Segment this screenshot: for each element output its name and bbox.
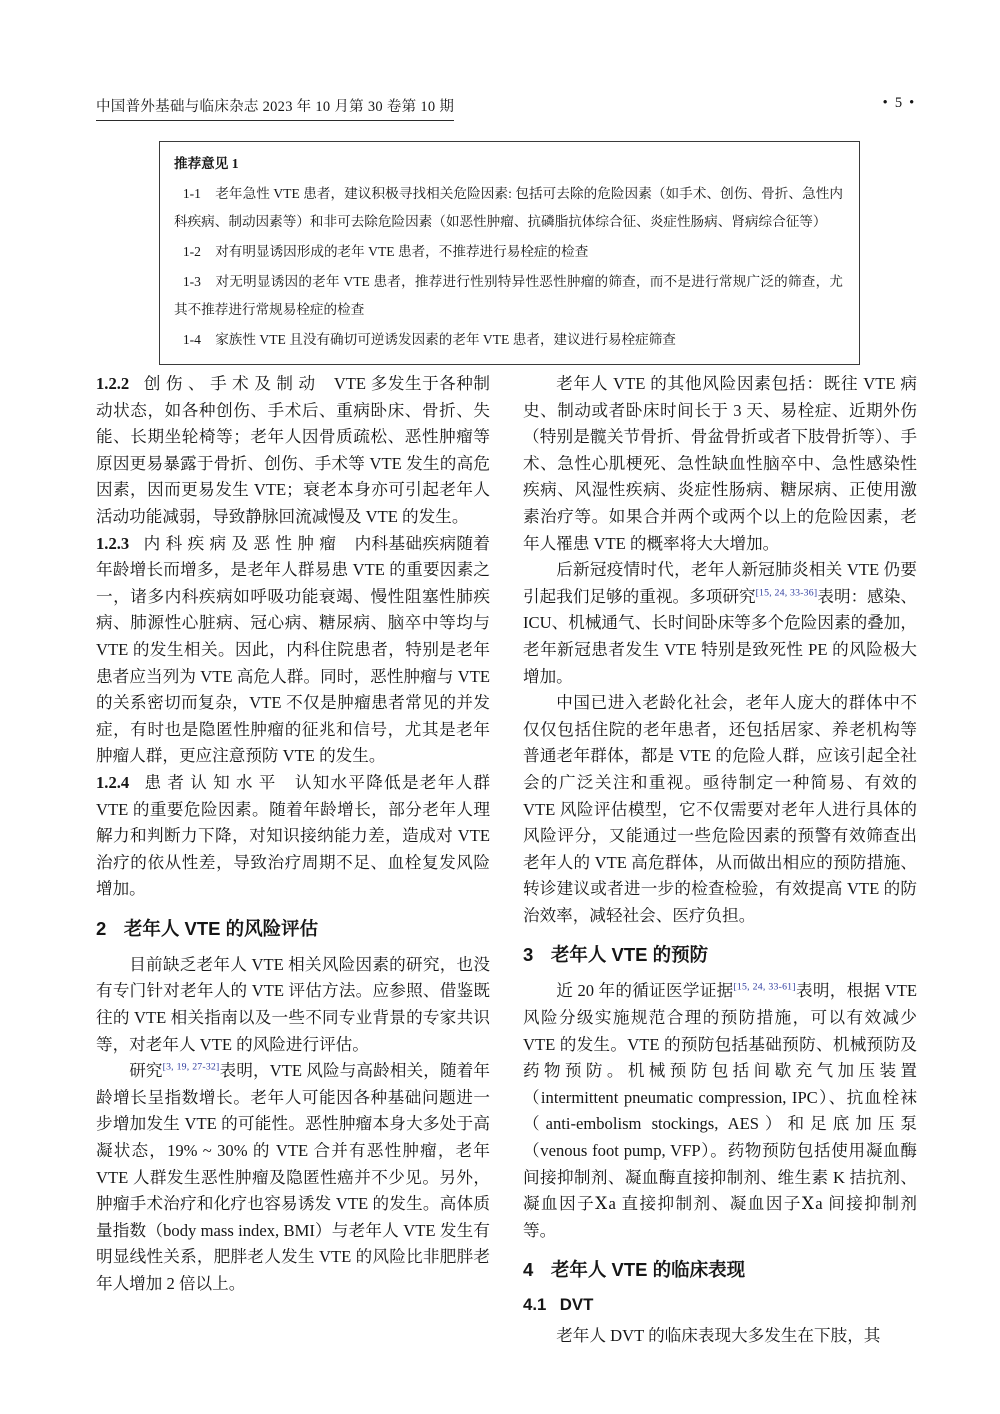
recommendation-item bbox=[174, 180, 843, 236]
section-number: 4 bbox=[523, 1259, 534, 1281]
paragraph-text: 表明，根据 VTE 风险分级实施规范合理的预防措施，可以有效减少 VTE 的发生。VTE 的预防包括基础预防、机械预防及药物预防。机械预防包括间歇充气加压装置（intermittent pneumatic compression, IPC）、抗血栓袜（anti-embolism stockings, AES）和足底加压泵（venous foot pump, VFP）。药物预防包括使用凝血酶间接抑制剂、凝血酶直接抑制剂、维生素 K 拮抗剂、凝血因子Ⅹa 直接抑制剂、凝血因子Ⅹa 间接抑制剂等。 bbox=[523, 981, 918, 1240]
paragraph-1-2-3 bbox=[96, 531, 490, 770]
section-heading-3 bbox=[523, 942, 917, 967]
recommendation-item-number: 1-4 bbox=[182, 332, 201, 347]
paragraph-text: 表明：感染、ICU、机械通气、长时间卧床等多个危险因素的叠加，老年新冠患者发生 VTE 特别是致死性 PE 的风险极大增加。 bbox=[523, 586, 918, 686]
paragraph-research-findings bbox=[96, 1058, 490, 1297]
paragraph-1-2-4 bbox=[96, 770, 490, 903]
paragraph-risk-assessment: 目前缺乏老年人 VTE 相关风险因素的研究，也没有专门针对老年人的 VTE 评估方法。应参照、借鉴既往的 VTE 相关指南以及一些不同专业背景的专家共识等，对老年人 VTE 的风险进行评估。 bbox=[96, 954, 490, 1054]
recommendation-item-text: 家族性 VTE 且没有确切可逆诱发因素的老年 VTE 患者，建议进行易栓症筛查 bbox=[215, 332, 676, 347]
paragraph-dvt-presentation: 老年人 DVT 的临床表现大多发生在下肢，其 bbox=[556, 1326, 881, 1346]
paragraph-prevention bbox=[523, 978, 917, 1244]
subsection-heading-4-1 bbox=[523, 1293, 917, 1317]
subsection-title: 创伤、手术及制动 bbox=[143, 374, 321, 393]
paragraph-text: 表明，VTE 风险与高龄相关，随着年龄增长呈指数增长。老年人可能因各种基础问题进一步增加发生 VTE 的可能性。恶性肿瘤本身大多处于高凝状态，19% ~ 30% 的 VTE 合并有恶性肿瘤，老年 VTE 人群发生恶性肿瘤及隐匿性癌并不少见。另外，肿瘤手术治疗和化疗也容易诱发 VTE 的发生。高体质量指数（body mass index, BMI）与老年人 VTE 发生有明显线性关系，肥胖老人发生 VTE 的风险比非肥胖老年人增加 2 倍以上。 bbox=[96, 1061, 491, 1293]
subsection-number: 1.2.2 bbox=[96, 374, 130, 393]
paragraph-text: 后新冠疫情时代，老年人新冠肺炎相关 VTE 仍要引起我们足够的重视。多项研究 bbox=[523, 560, 917, 606]
right-column bbox=[523, 371, 917, 1350]
paragraph-covid-vte bbox=[523, 557, 917, 690]
paragraph-text: 研究 bbox=[129, 1061, 163, 1081]
subsection-number: 1.2.4 bbox=[96, 772, 130, 792]
paragraph-text: 近 20 年的循证医学证据 bbox=[556, 981, 734, 1001]
subsection-title: 患者认知水平 bbox=[143, 772, 282, 792]
citation-reference: [15, 24, 33-36] bbox=[755, 587, 818, 599]
journal-running-head: 中国普外基础与临床杂志 2023 年 10 月第 30 卷第 10 期 bbox=[96, 95, 454, 121]
paragraph-1-2-2 bbox=[96, 371, 490, 531]
section-heading-2 bbox=[96, 916, 490, 941]
recommendation-item bbox=[174, 238, 843, 266]
subsection-number: 4.1 bbox=[523, 1295, 547, 1315]
left-column bbox=[96, 371, 490, 1298]
section-title: 老年人 VTE 的临床表现 bbox=[550, 1259, 746, 1281]
section-number: 2 bbox=[96, 917, 107, 939]
paragraph-text: VTE 多发生于各种制动状态，如各种创伤、手术后、重病卧床、骨折、失能、长期坐轮椅等；老年人因骨质疏松、恶性肿瘤等原因更易暴露于骨折、创伤、手术等 VTE 发生的高危因素，因而更易发生 VTE；衰老本身亦可引起老年人活动功能减弱，导致静脉回流减慢及 VTE 的发生。 bbox=[96, 374, 490, 526]
recommendation-item-text: 对有明显诱因形成的老年 VTE 患者，不推荐进行易栓症的检查 bbox=[215, 244, 589, 259]
recommendation-box bbox=[159, 141, 860, 365]
recommendation-item bbox=[174, 326, 843, 354]
recommendation-item-number: 1-2 bbox=[182, 244, 201, 259]
page-number: • 5 • bbox=[882, 95, 916, 111]
paragraph-text: 认知水平降低是老年人群 VTE 的重要危险因素。随着年龄增长，部分老年人理解力和判断力下降，对知识接纳能力差，造成对 VTE 治疗的依从性差，导致治疗周期不足、血栓复发风险增加。 bbox=[96, 772, 490, 899]
section-title: 老年人 VTE 的风险评估 bbox=[123, 917, 319, 939]
recommendation-box-title: 推荐意见 1 bbox=[174, 156, 239, 171]
recommendation-item-number: 1-1 bbox=[182, 186, 201, 201]
subsection-title: DVT bbox=[559, 1295, 594, 1315]
section-title: 老年人 VTE 的预防 bbox=[550, 944, 709, 966]
citation-reference: [3, 19, 27-32] bbox=[162, 1061, 220, 1073]
paragraph-aging-society: 中国已进入老龄化社会，老年人庞大的群体中不仅仅包括住院的老年患者，还包括居家、养老机构等普通老年群体，都是 VTE 的危险人群，应该引起全社会的广泛关注和重视。亟待制定一种简易、有效的 VTE 风险评估模型，它不仅需要对老年人进行具体的风险评分，又能通过一些危险因素的预警有效筛查出老年人的 VTE 高危群体，从而做出相应的预防措施、转诊建议或者进一步的检查检验，有效提高 VTE 的防治效率，减轻社会、医疗负担。 bbox=[523, 693, 917, 925]
recommendation-item-text: 对无明显诱因的老年 VTE 患者，推荐进行性别特异性恶性肿瘤的筛查，而不是进行常规广泛的筛查，尤其不推荐进行常规易栓症的检查 bbox=[174, 274, 843, 317]
subsection-number: 1.2.3 bbox=[96, 533, 130, 553]
paragraph-text: 内科基础疾病随着年龄增长而增多，是老年人群易患 VTE 的重要因素之一，诸多内科疾病如呼吸功能衰竭、慢性阻塞性肺疾病、肺源性心脏病、冠心病、糖尿病、脑卒中等均与 VTE 的发生相关。因此，内科住院患者，特别是老年患者应当列为 VTE 高危人群。同时，恶性肿瘤与 VTE 的关系密切而复杂，VTE 不仅是肿瘤患者常见的并发症，有时也是隐匿性肿瘤的征兆和信号，尤其是老年肿瘤人群，更应注意预防 VTE 的发生。 bbox=[96, 533, 490, 766]
citation-reference: [15, 24, 33-61] bbox=[733, 981, 796, 993]
section-heading-4 bbox=[523, 1257, 917, 1282]
recommendation-item-number: 1-3 bbox=[182, 274, 201, 289]
recommendation-item-text: 老年急性 VTE 患者，建议积极寻找相关危险因素: 包括可去除的危险因素（如手术、创伤、骨折、急性内科疾病、制动因素等）和非可去除危险因素（如恶性肿瘤、抗磷脂抗体综合征、炎症性肠病、肾病综合征等） bbox=[174, 186, 843, 229]
recommendation-item bbox=[174, 268, 843, 324]
subsection-title: 内科疾病及恶性肿瘤 bbox=[143, 533, 342, 553]
paragraph-other-risk-factors: 老年人 VTE 的其他风险因素包括：既往 VTE 病史、制动或者卧床时间长于 3 天、易栓症、近期外伤（特别是髋关节骨折、骨盆骨折或者下肢骨折等）、手术、急性心肌梗死、急性缺血性脑卒中、急性感染性疾病、风湿性疾病、炎症性肠病、糖尿病、正使用激素治疗等。如果合并两个或两个以上的危险因素，老年人罹患 VTE 的概率将大大增加。 bbox=[523, 374, 917, 553]
section-number: 3 bbox=[523, 944, 534, 966]
